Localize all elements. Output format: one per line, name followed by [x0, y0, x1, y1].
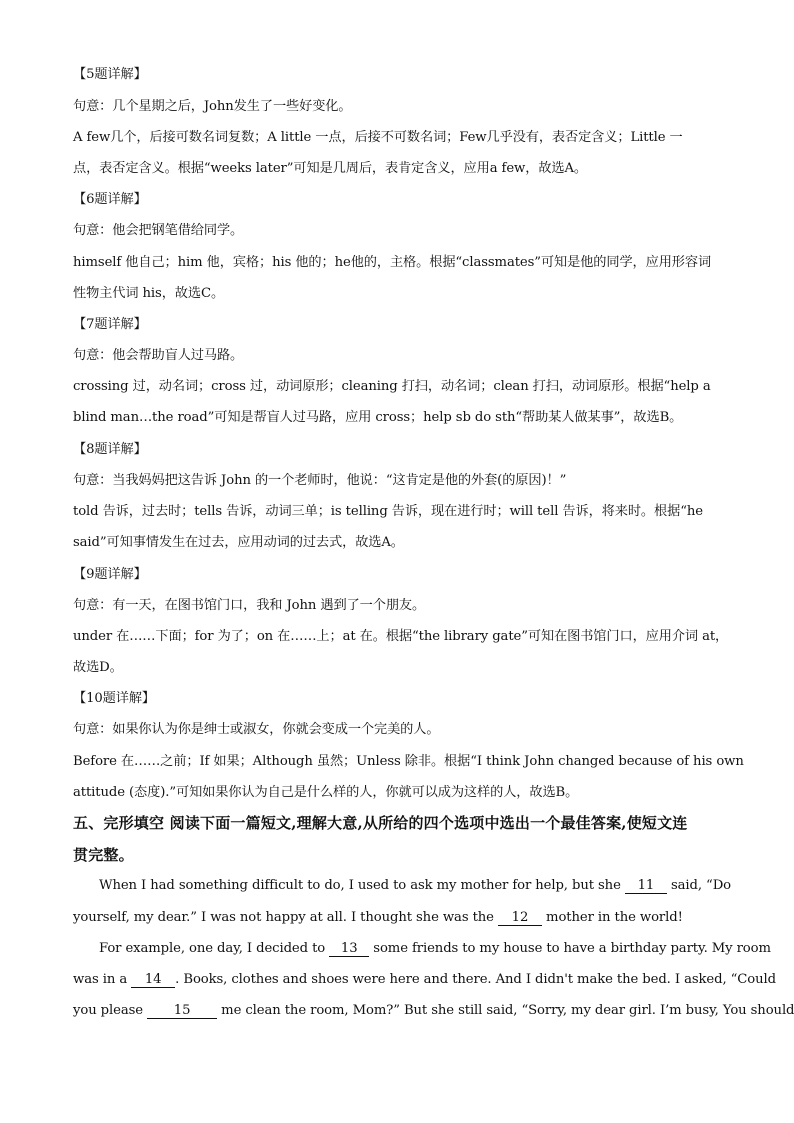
- answer-explanation-8-line2: said”可知事情发生在过去，应用动词的过去式，故选A。: [73, 535, 404, 550]
- answer-header-10: 【10题详解】: [73, 691, 156, 706]
- passage-text: . Books, clothes and shoes were here and there. And I didn't make the bed. I asked, “Could: [175, 972, 776, 987]
- answer-meaning-5: 句意：几个星期之后，John发生了一些好变化。: [73, 99, 352, 114]
- passage-text: said, “Do: [666, 878, 732, 893]
- passage-line-3: [99, 940, 771, 958]
- section-title-line2: 贯完整。: [73, 846, 134, 864]
- answer-meaning-8: 句意：当我妈妈把这告诉 John 的一个老师时，他说：“这肯定是他的外套(的原因)！”: [73, 473, 567, 488]
- passage-text: When I had something difficult to do, I used to ask my mother for help, but she: [99, 878, 625, 893]
- answer-header-9: 【9题详解】: [73, 567, 147, 582]
- blank-12: 12: [498, 910, 542, 926]
- passage-line-2: [73, 909, 723, 927]
- answer-meaning-7: 句意：他会帮助盲人过马路。: [73, 348, 244, 363]
- blank-15: 15: [147, 1003, 217, 1019]
- answer-explanation-5-line1: A few几个，后接可数名词复数；A little 一点，后接不可数名词；Few几乎没有，表否定含义；Little 一: [73, 130, 683, 145]
- passage-text: mother in the world!: [541, 910, 683, 925]
- blank-14: 14: [131, 972, 175, 988]
- answer-explanation-8-line1: told 告诉，过去时；tells 告诉，动词三单；is telling 告诉，现在进行时；will tell 告诉，将来时。根据“he: [73, 504, 703, 519]
- passage-text: you please: [73, 1003, 148, 1018]
- answer-explanation-6-line2: 性物主代词 his，故选C。: [73, 286, 225, 301]
- answer-explanation-10-line1: Before 在……之前；If 如果；Although 虽然；Unless 除非。根据“I think John changed because of his own: [73, 754, 744, 769]
- answer-explanation-6-line1: himself 他自己；him 他，宾格；his 他的；he他的，主格。根据“classmates”可知是他的同学，应用形容词: [73, 255, 712, 270]
- passage-text: some friends to my house to have a birthday party. My room: [369, 941, 771, 956]
- passage-text: me clean the room, Mom?” But she still said, “Sorry, my dear girl. I’m busy, You should: [217, 1003, 794, 1018]
- passage-line-4: [73, 971, 776, 989]
- answer-header-6: 【6题详解】: [73, 192, 147, 207]
- answer-header-7: 【7题详解】: [73, 317, 147, 332]
- answer-meaning-9: 句意：有一天，在图书馆门口，我和 John 遇到了一个朋友。: [73, 598, 426, 613]
- passage-text: For example, one day, I decided to: [99, 941, 330, 956]
- answer-header-8: 【8题详解】: [73, 442, 147, 457]
- answer-explanation-7-line1: crossing 过，动名词；cross 过，动词原形；cleaning 打扫，动名词；clean 打扫，动词原形。根据“help a: [73, 379, 711, 394]
- answer-header-5: 【5题详解】: [73, 67, 147, 82]
- passage-text: yourself, my dear.” I was not happy at all. I thought she was the: [73, 910, 498, 925]
- answer-explanation-5-line2: 点，表否定含义。根据“weeks later”可知是几周后，表肯定含义，应用a few，故选A。: [73, 161, 588, 176]
- passage-text: was in a: [73, 972, 132, 987]
- blank-11: 11: [625, 878, 667, 894]
- blank-13: 13: [329, 941, 369, 957]
- answer-meaning-10: 句意：如果你认为你是绅士或淑女，你就会变成一个完美的人。: [73, 722, 440, 737]
- answer-explanation-10-line2: attitude (态度).”可知如果你认为自己是什么样的人，你就可以成为这样的人，故选B。: [73, 785, 579, 800]
- passage-line-1: [99, 877, 732, 895]
- answer-meaning-6: 句意：他会把钢笔借给同学。: [73, 223, 244, 238]
- section-title-line1: 五、完形填空 阅读下面一篇短文,理解大意,从所给的四个选项中选出一个最佳答案,使短文连: [73, 814, 688, 832]
- answer-explanation-9-line2: 故选D。: [73, 660, 123, 675]
- answer-explanation-9-line1: under 在……下面；for 为了；on 在……上；at 在。根据“the library gate”可知在图书馆门口，应用介词 at，: [73, 629, 729, 644]
- answer-explanation-7-line2: blind man…the road”可知是帮盲人过马路，应用 cross；help sb do sth“帮助某人做某事”，故选B。: [73, 410, 683, 425]
- passage-line-5: [73, 1002, 794, 1020]
